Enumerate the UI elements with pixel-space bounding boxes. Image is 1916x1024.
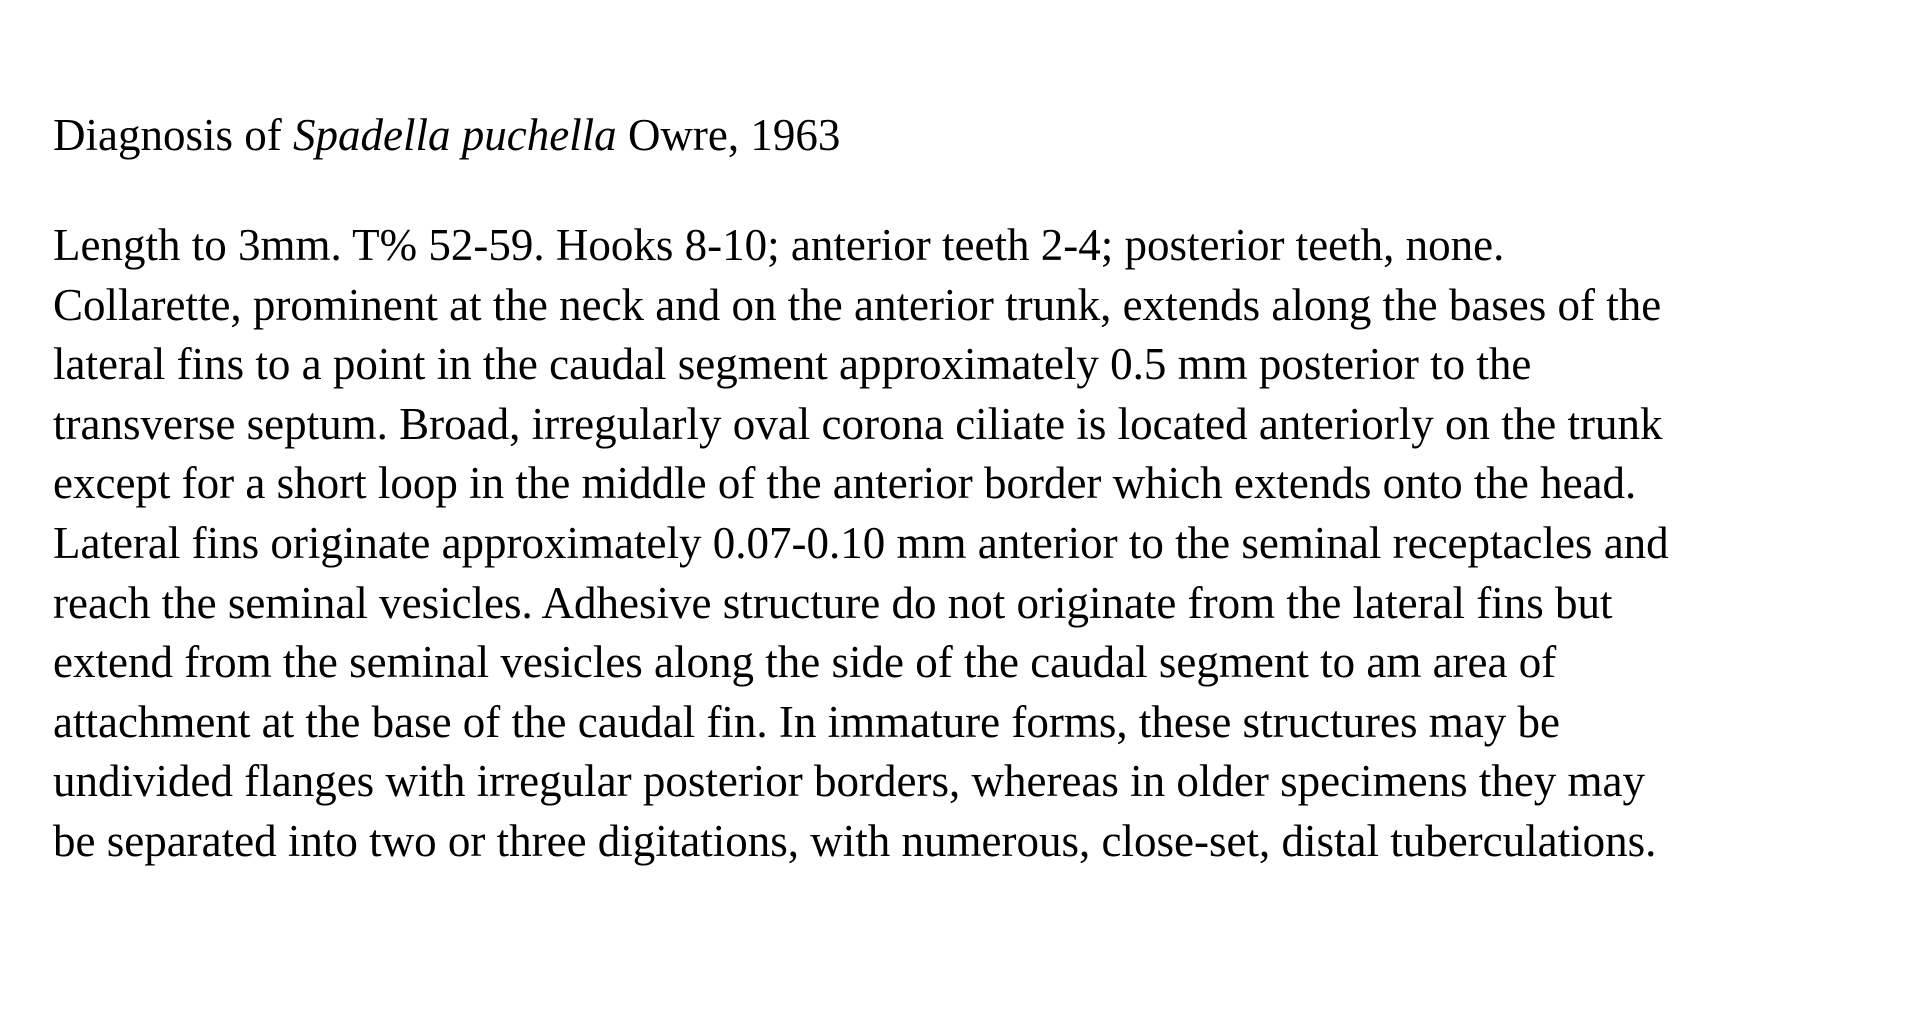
paragraph-line: reach the seminal vesicles. Adhesive structure do not originate from the lateral fins but	[53, 577, 1613, 628]
paragraph-line: Collarette, prominent at the neck and on the anterior trunk, extends along the bases of the	[53, 279, 1662, 330]
title-suffix: Owre, 1963	[616, 110, 841, 160]
document-page	[53, 105, 1883, 872]
paragraph-line: Length to 3mm. T% 52-59. Hooks 8-10; anterior teeth 2-4; posterior teeth, none.	[53, 220, 1505, 270]
paragraph-line: undivided flanges with irregular posterior borders, whereas in older specimens they may	[53, 756, 1646, 807]
diagnosis-paragraph	[53, 216, 1883, 872]
paragraph-line: Lateral fins originate approximately 0.07-0.10 mm anterior to the seminal receptacles and	[53, 517, 1669, 568]
title-prefix: Diagnosis of	[53, 110, 293, 160]
species-name: Spadella puchella	[293, 110, 617, 160]
paragraph-line: lateral fins to a point in the caudal segment approximately 0.5 mm posterior to the	[53, 339, 1532, 390]
paragraph-line: attachment at the base of the caudal fin. In immature forms, these structures may be	[53, 696, 1560, 747]
document-title	[53, 105, 1883, 165]
paragraph-line: except for a short loop in the middle of the anterior border which extends onto the head.	[53, 458, 1637, 509]
paragraph-line: be separated into two or three digitations, with numerous, close-set, distal tuberculations.	[53, 815, 1657, 866]
paragraph-line: transverse septum. Broad, irregularly oval corona ciliate is located anteriorly on the trunk	[53, 398, 1663, 449]
paragraph-line: extend from the seminal vesicles along the side of the caudal segment to am area of	[53, 637, 1557, 688]
